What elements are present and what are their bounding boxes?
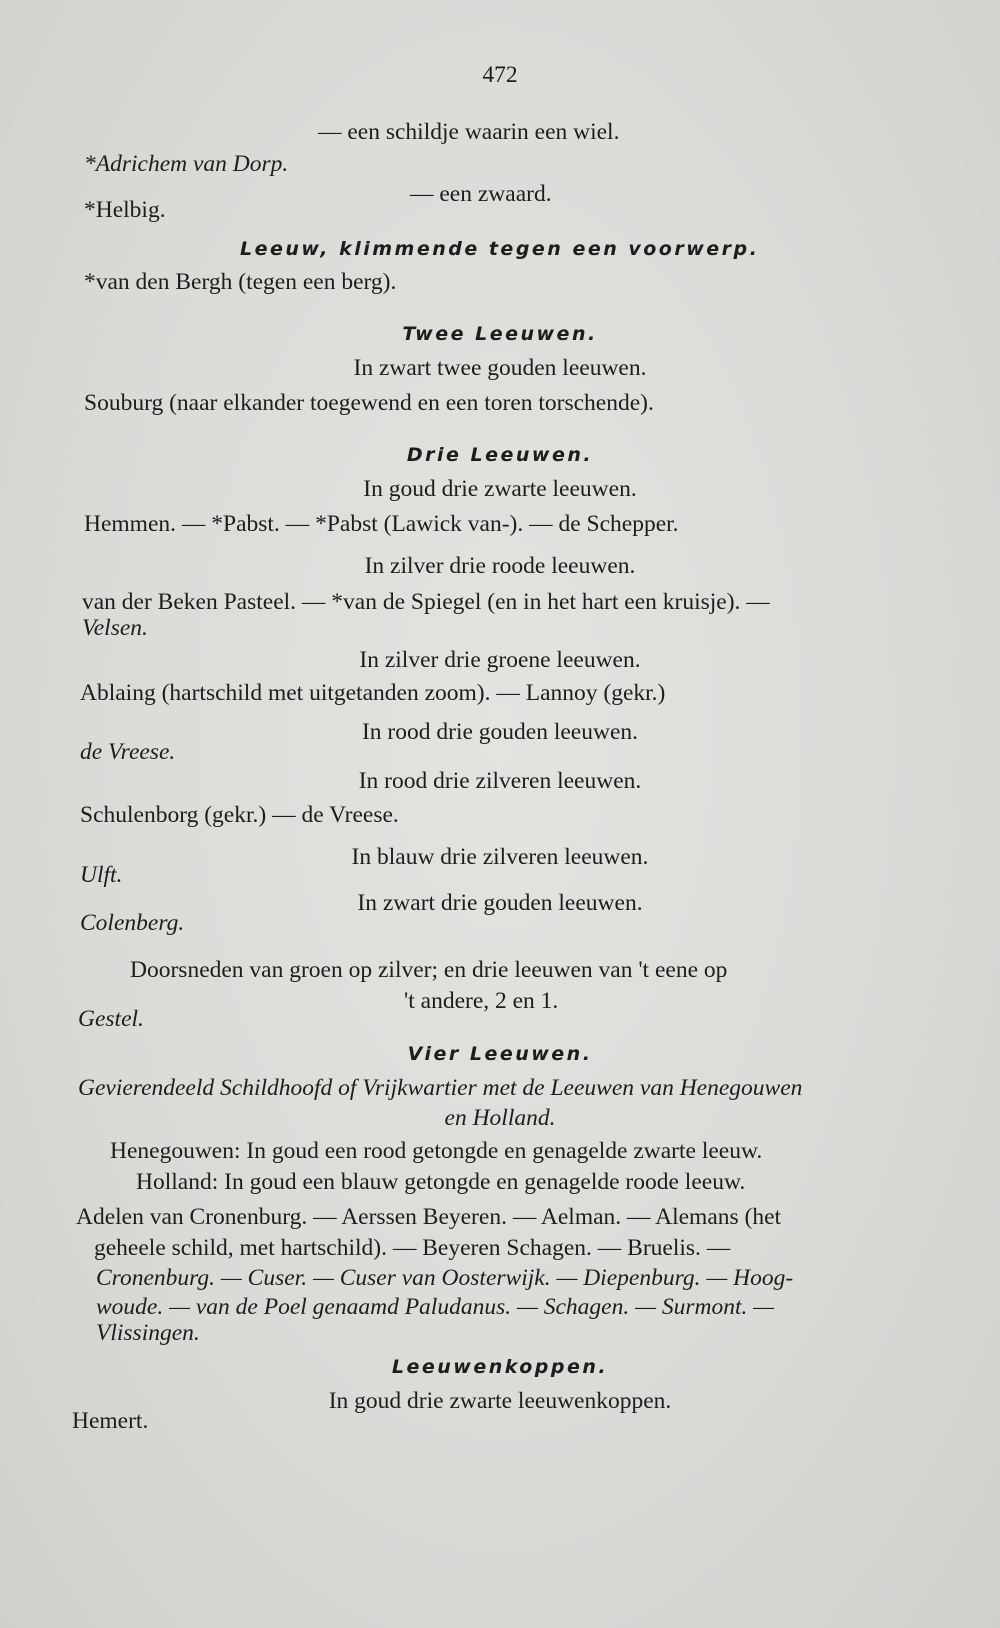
text-line: In zwart twee gouden leeuwen. <box>353 355 647 381</box>
text-line: In goud drie zwarte leeuwen. <box>363 476 637 502</box>
text-line: Cronenburg. — Cuser. — Cuser van Oosterwijk. — Diepenburg. — Hoog- <box>96 1265 794 1291</box>
text-line: — een zwaard. <box>410 181 552 207</box>
text-line: woude. — van de Poel genaamd Paludanus. — Schagen. — Surmont. — <box>96 1294 775 1320</box>
text-line: van der Beken Pasteel. — *van de Spiegel (en in het hart een kruisje). — <box>82 589 770 615</box>
text-line: de Vreese. <box>80 739 176 765</box>
text-line: Hemert. <box>72 1408 149 1434</box>
text-line: Adelen van Cronenburg. — Aerssen Beyeren. — Aelman. — Alemans (het <box>76 1204 782 1230</box>
section-heading: Vier Leeuwen. <box>407 1043 593 1065</box>
section-heading: Drie Leeuwen. <box>406 444 594 466</box>
text-line: Velsen. <box>82 615 148 641</box>
text-line: In zilver drie roode leeuwen. <box>364 553 636 579</box>
text-line: Holland: In goud een blauw getongde en genagelde roode leeuw. <box>136 1169 746 1195</box>
section-heading: Twee Leeuwen. <box>402 323 598 345</box>
text-line: *van den Bergh (tegen een berg). <box>84 269 397 295</box>
text-line: Vlissingen. <box>96 1320 200 1346</box>
text-line: In blauw drie zilveren leeuwen. <box>351 844 649 870</box>
text-line: Doorsneden van groen op zilver; en drie leeuwen van 't eene op <box>130 957 728 983</box>
section-heading: Leeuw, klimmende tegen een voorwerp. <box>240 238 760 260</box>
text-line: *Adrichem van Dorp. <box>84 151 289 177</box>
text-line: geheele schild, met hartschild). — Beyeren Schagen. — Bruelis. — <box>94 1235 731 1261</box>
text-line: In rood drie zilveren leeuwen. <box>358 768 642 794</box>
text-line: Henegouwen: In goud een rood getongde en genagelde zwarte leeuw. <box>110 1138 763 1164</box>
text-line: In goud drie zwarte leeuwenkoppen. <box>328 1388 672 1414</box>
text-line: In zwart drie gouden leeuwen. <box>357 890 643 916</box>
text-line: In rood drie gouden leeuwen. <box>361 719 639 745</box>
text-line: Gestel. <box>78 1006 144 1032</box>
text-line: Ulft. <box>80 862 123 888</box>
text-line: en Holland. <box>444 1105 556 1131</box>
text-line: Schulenborg (gekr.) — de Vreese. <box>80 802 399 828</box>
text-line: In zilver drie groene leeuwen. <box>359 647 641 673</box>
text-line: Ablaing (hartschild met uitgetanden zoom). — Lannoy (gekr.) <box>80 680 666 706</box>
page-number: 472 <box>482 62 518 88</box>
text-line: Colenberg. <box>80 910 185 936</box>
text-line: 't andere, 2 en 1. <box>404 988 559 1014</box>
text-line: — een schildje waarin een wiel. <box>318 119 620 145</box>
text-line: *Helbig. <box>84 197 166 223</box>
text-line: Hemmen. — *Pabst. — *Pabst (Lawick van-). — de Schepper. <box>84 511 679 537</box>
section-heading: Leeuwenkoppen. <box>391 1356 609 1378</box>
text-line: Souburg (naar elkander toegewend en een toren torschende). <box>84 390 654 416</box>
text-line: Gevierendeeld Schildhoofd of Vrijkwartier met de Leeuwen van Henegouwen <box>78 1075 803 1101</box>
